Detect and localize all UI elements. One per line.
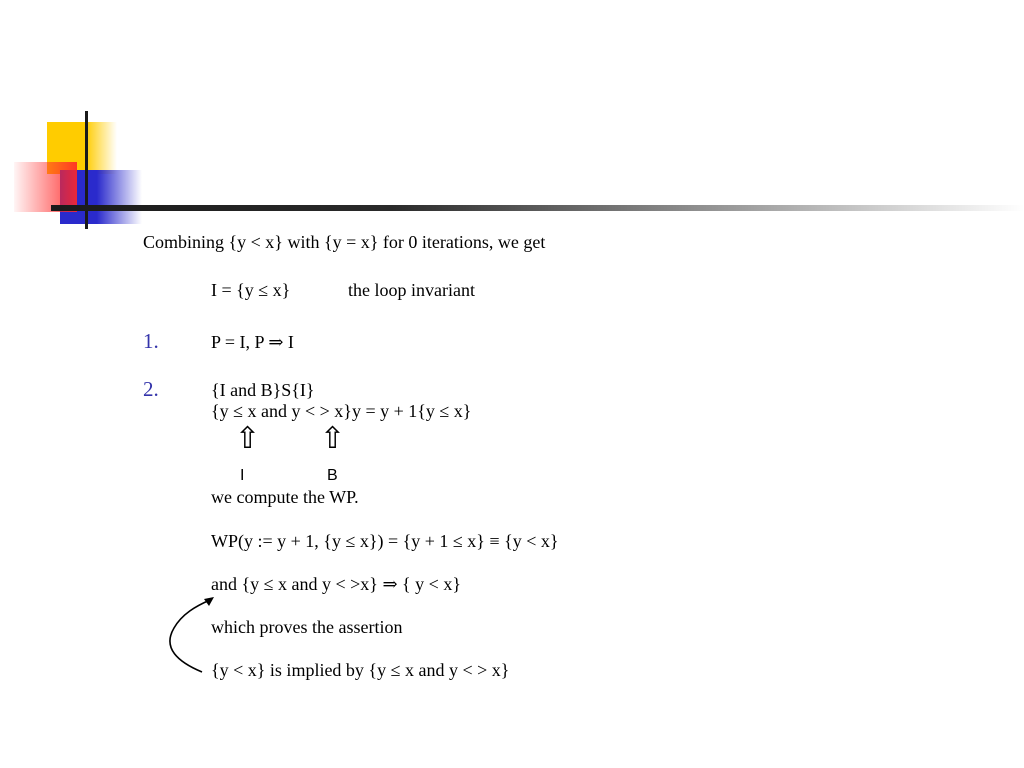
compute-wp-text: we compute the WP. [211,487,359,507]
up-arrow-icon: ⇧ [235,421,261,456]
item-2-number: 2. [143,377,159,401]
invariant-note: the loop invariant [348,280,475,300]
label-b: B [327,467,338,484]
combining-text: Combining {y < x} with {y = x} for 0 iterations, we get [143,232,546,252]
item-2-line1: {I and B}S{I} [211,380,315,400]
and-implication: and {y ≤ x and y < >x} ⇒ { y < x} [211,574,461,594]
proves-assertion-text: which proves the assertion [211,617,403,637]
label-i: I [240,467,245,484]
item-1-number: 1. [143,329,159,353]
curved-arrow-icon [160,590,230,685]
item-1-text: P = I, P ⇒ I [211,332,294,352]
up-arrow-icon: ⇧ [320,421,346,456]
decor-vertical-line [85,111,88,229]
decor-horizontal-rule [51,205,1024,211]
item-2-line2: {y ≤ x and y < > x}y = y + 1{y ≤ x} [211,401,472,421]
implied-by-text: {y < x} is implied by {y ≤ x and y < > x} [211,660,510,680]
invariant-formula: I = {y ≤ x} [211,280,291,300]
wp-formula: WP(y := y + 1, {y ≤ x}) = {y + 1 ≤ x} ≡ {y < x} [211,531,559,551]
